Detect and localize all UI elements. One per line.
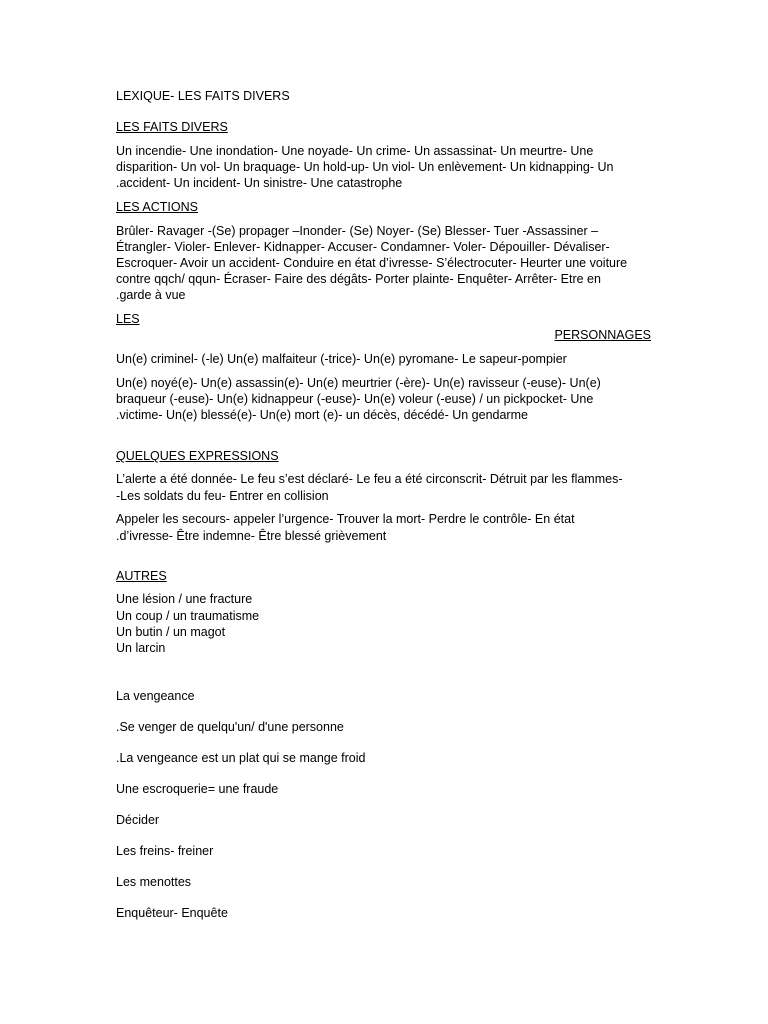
section-heading-personnages-left: LES	[116, 312, 140, 326]
list-item: Une lésion / une fracture	[116, 592, 253, 606]
paragraph-line: Un(e) noyé(e)- Un(e) assassin(e)- Un(e) meurtrier (-ère)- Un(e) ravisseur (-euse)- Un(e)	[116, 376, 601, 390]
paragraph-line: Appeler les secours- appeler l’urgence- Trouver la mort- Perdre le contrôle- En état	[116, 512, 575, 526]
section-heading-personnages-right: PERSONNAGES	[554, 328, 651, 342]
paragraph-line: contre qqch/ qqun- Écraser- Faire des dégâts- Porter plainte- Enquêter- Arrêter- Etre en	[116, 272, 601, 286]
note-line: .Se venger de quelqu'un/ d'une personne	[116, 720, 344, 734]
document-title: LEXIQUE- LES FAITS DIVERS	[116, 89, 290, 103]
section-heading-faits-divers: LES FAITS DIVERS	[116, 120, 228, 134]
section-heading-expressions: QUELQUES EXPRESSIONS	[116, 449, 279, 463]
note-line: Les freins- freiner	[116, 844, 214, 858]
note-line: La vengeance	[116, 689, 195, 703]
paragraph-line: L’alerte a été donnée- Le feu s’est déclaré- Le feu a été circonscrit- Détruit par les flammes-	[116, 472, 623, 486]
note-line: Décider	[116, 813, 160, 827]
note-line: Les menottes	[116, 875, 192, 889]
paragraph-line: .d’ivresse- Être indemne- Être blessé grièvement	[116, 529, 387, 543]
paragraph-line: Un(e) criminel- (-le) Un(e) malfaiteur (-trice)- Un(e) pyromane- Le sapeur-pompier	[116, 352, 567, 366]
paragraph-line: Un incendie- Une inondation- Une noyade- Un crime- Un assassinat- Un meurtre- Une	[116, 144, 594, 158]
section-heading-autres: AUTRES	[116, 569, 167, 583]
paragraph-line: braqueur (-euse)- Un(e) kidnappeur (-euse)- Un(e) voleur (-euse) / un pickpocket- Une	[116, 392, 594, 406]
note-line: Enquêteur- Enquête	[116, 906, 228, 920]
list-item: Un butin / un magot	[116, 625, 226, 639]
paragraph-line: disparition- Un vol- Un braquage- Un hold-up- Un viol- Un enlèvement- Un kidnapping- Un	[116, 160, 614, 174]
list-item: Un coup / un traumatisme	[116, 609, 260, 623]
paragraph-line: .victime- Un(e) blessé(e)- Un(e) mort (e)- un décès, décédé- Un gendarme	[116, 408, 528, 422]
paragraph-line: .garde à vue	[116, 288, 186, 302]
paragraph-line: .accident- Un incident- Un sinistre- Une catastrophe	[116, 176, 403, 190]
list-item: Un larcin	[116, 641, 166, 655]
section-heading-actions: LES ACTIONS	[116, 200, 198, 214]
paragraph-line: Escroquer- Avoir un accident- Conduire en état d’ivresse- S’électrocuter- Heurter une voiture	[116, 256, 628, 270]
paragraph-line: -Les soldats du feu- Entrer en collision	[116, 489, 329, 503]
note-line: .La vengeance est un plat qui se mange froid	[116, 751, 366, 765]
paragraph-line: Brûler- Ravager -(Se) propager –Inonder- (Se) Noyer- (Se) Blesser- Tuer -Assassiner –	[116, 224, 599, 238]
note-line: Une escroquerie= une fraude	[116, 782, 279, 796]
paragraph-line: Étrangler- Violer- Enlever- Kidnapper- Accuser- Condamner- Voler- Dépouiller- Dévaliser-	[116, 240, 610, 254]
